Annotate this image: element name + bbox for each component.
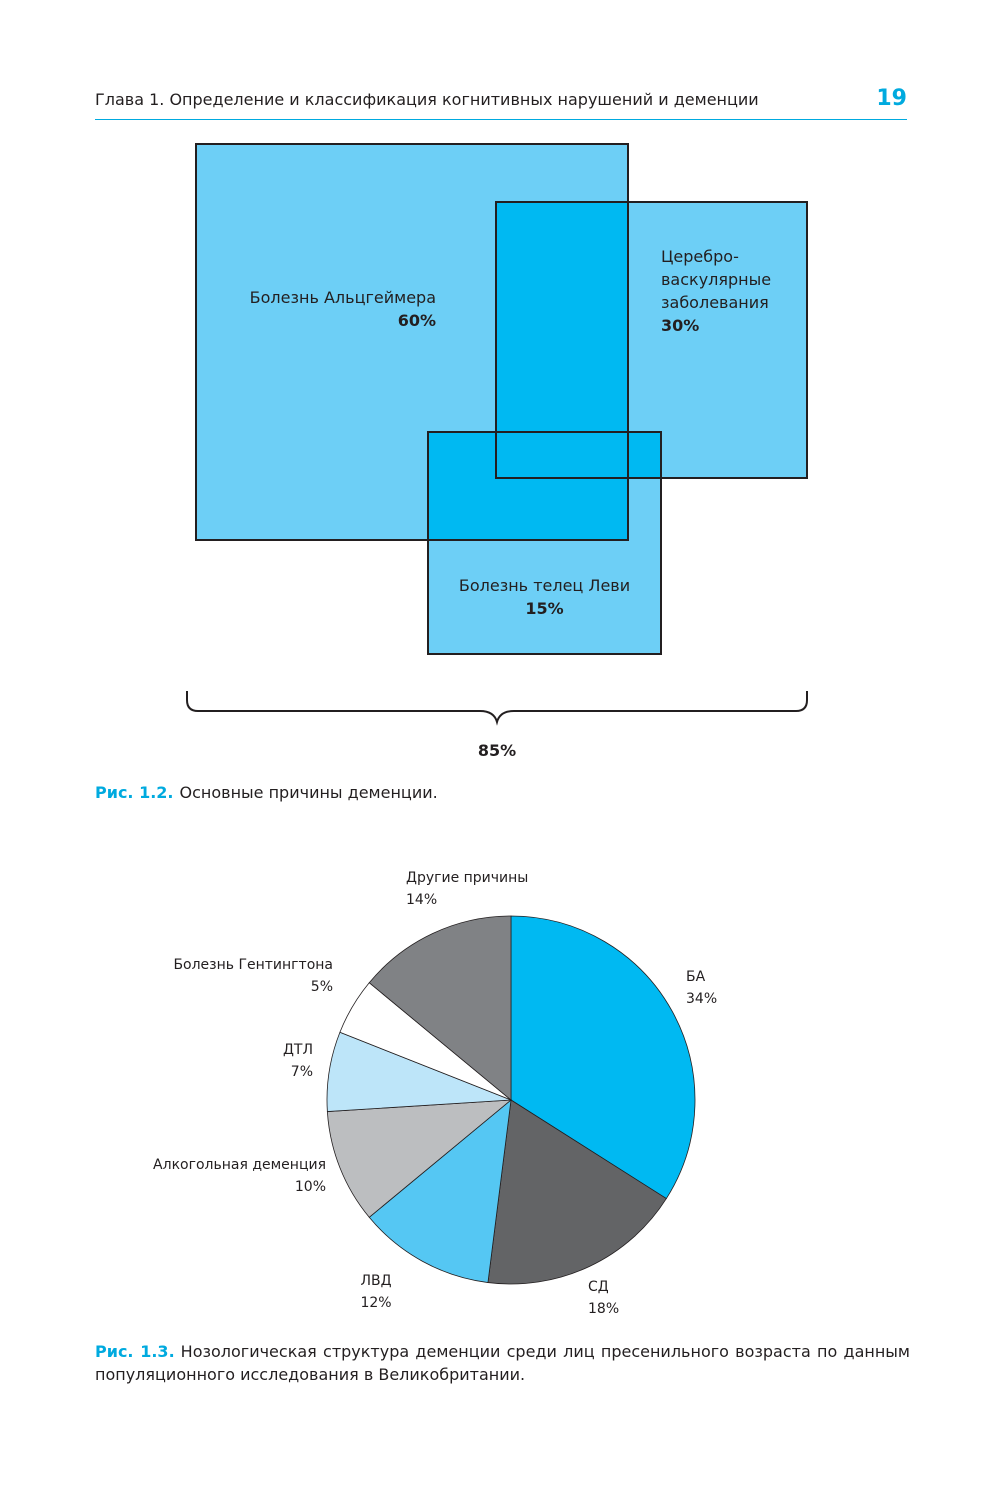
pie-label-huntington [133,954,333,998]
figure-1-2-caption-label: Рис. 1.2. [95,783,174,802]
pie-label-dlb-name: ДТЛ [282,1042,313,1058]
running-header-title: Глава 1. Определение и классификация когнитивных нарушений и деменции [95,90,759,109]
pie-label-vd-name: СД [588,1279,609,1295]
pie-label-vd-value: 18% [588,1301,620,1317]
cerebrovascular-name-line-2: васкулярные [661,270,772,289]
pie-label-huntington-name: Болезнь Гентингтона [173,957,333,973]
pie-label-other [406,867,528,911]
pie-label-other-name: Другие причины [406,870,529,886]
pie-label-alcohol-value: 10% [294,1179,326,1195]
pie-label-ftd-name: ЛВД [360,1273,392,1289]
pie-label-ba-name: БА [686,969,706,985]
alzheimer-name: Болезнь Альцгеймера [249,288,436,307]
pie-label-dlb-value: 7% [290,1064,313,1080]
figure-1-2-caption-text: Основные причины деменции. [179,783,438,802]
pie-label-alcohol-name: Алкогольная деменция [153,1157,326,1173]
figure-1-3-caption-text: Нозологическая структура деменции среди лиц пресенильного возраста по данным популяционного исследования в Великобритании. [95,1342,911,1384]
pie-label-other-value: 14% [406,892,438,908]
cerebrovascular-name-line-1: Церебро- [661,247,739,266]
cerebrovascular-percent: 30% [661,316,700,335]
cerebrovascular-name-line-3: заболевания [661,293,769,312]
pie-label-ftd-value: 12% [360,1295,392,1311]
pie-label-huntington-value: 5% [310,979,333,995]
pie-label-dlb [213,1039,313,1083]
pie-label-vd [588,1276,619,1320]
total-percent: 85% [477,741,517,760]
figure-1-3-caption [95,1340,910,1386]
lewy-body-name: Болезнь телец Леви [458,576,631,595]
pie-label-ba [686,966,717,1010]
lewy-body-percent: 15% [525,599,564,618]
pie-label-ftd [336,1270,416,1314]
pie-label-alcohol [106,1154,326,1198]
figure-1-3-caption-label: Рис. 1.3. [95,1342,175,1361]
page-number: 19 [876,86,907,111]
pie-label-ba-value: 34% [686,991,718,1007]
alzheimer-percent: 60% [397,311,436,330]
